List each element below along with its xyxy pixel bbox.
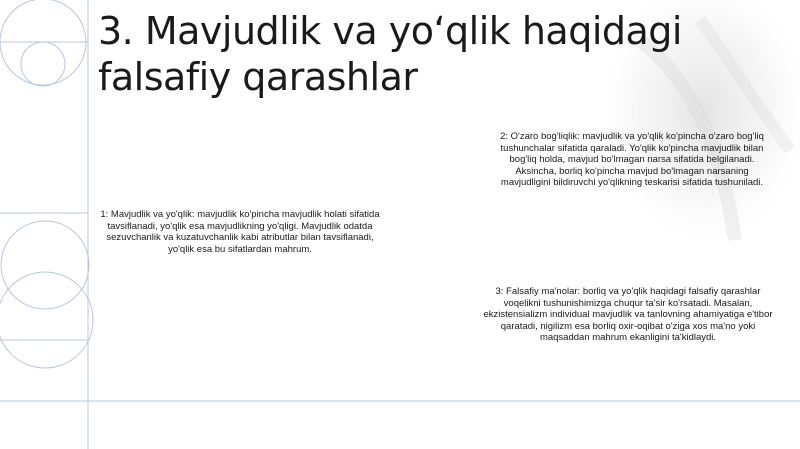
- decor-circle-bottom: [0, 272, 93, 368]
- paragraph-philosophical-meanings: 3: Falsafiy ma'nolar: borliq va yo'qlik haqidagi falsafiy qarashlar voqelikni tushunishimizga chuqur ta'sir ko'rsatadi. Masalan, ekzistensializm individual mavjudlik va tanlovning ahamiyatiga e'tibor qaratadi, nigilizm esa borliq oxir-oqibat o'ziga xos ma'no yoki maqsaddan mahrum ekanligini ta'kidlaydi.: [483, 286, 773, 344]
- decor-circle-mid: [1, 221, 89, 309]
- slide-title: 3. Mavjudlik va yo‘qlik haqidagi falsafiy qarashlar: [98, 9, 682, 99]
- paragraph-interrelation: 2: O'zaro bog'liqlik: mavjudlik va yo'qlik ko'pincha o'zaro bog'liq tushunchalar sifatida qaraladi. Yo'qlik ko'pincha mavjudlik bilan bog'liq holda, mavjud bo'lmagan narsa sifatida belgilanadi. Aksincha, borliq ko'pincha mavjud bo'lmagan narsaning mavjudligini bildiruvchi yo'qlikning teskarisi sifatida tushuniladi.: [500, 131, 764, 189]
- decor-circle-small: [21, 42, 65, 86]
- paragraph-existence-nonexistence: 1: Mavjudlik va yo'qlik: mavjudlik ko'pincha mavjudlik holati sifatida tavsiflanadi, yo'qlik esa mavjudlikning yo'qligi. Mavjudlik odatda sezuvchanlik va kuzatuvchanlik kabi atributlar bilan tavsiflanadi, yo'qlik esa bu sifatlardan mahrum.: [100, 209, 380, 255]
